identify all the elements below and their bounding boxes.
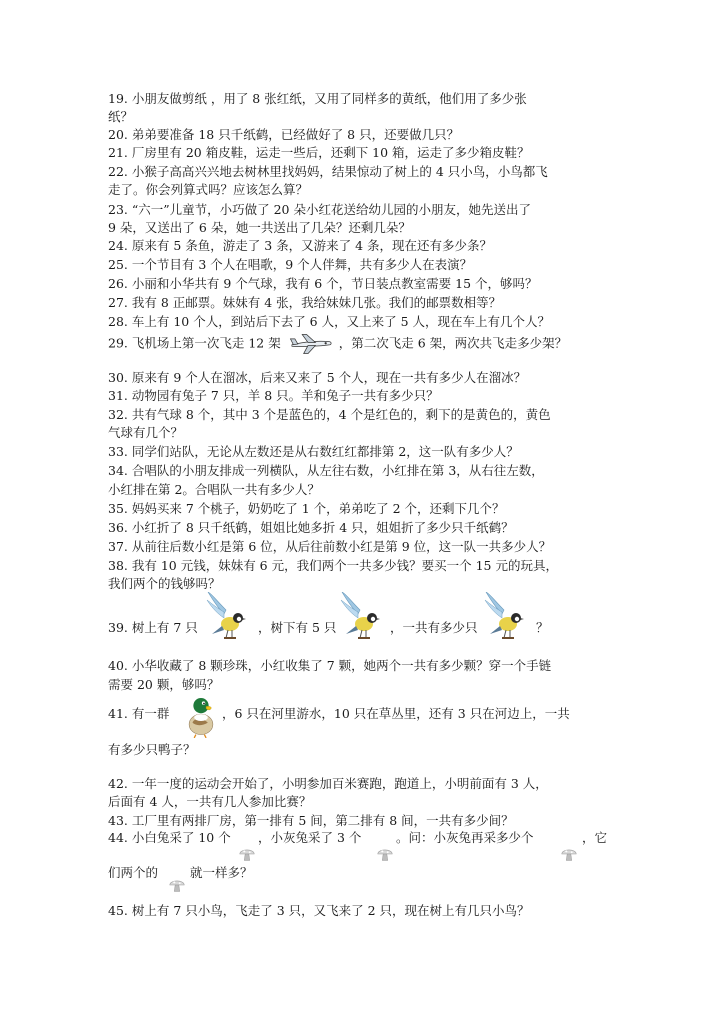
- problem-41: [108, 692, 618, 742]
- problem-40-line-1: 40. 小华收藏了 8 颗珍珠，小红收集了 7 颗，她两个一共有多少颗？穿一个手链: [108, 658, 552, 673]
- problem-39-text-b: ，树下有 5 只: [258, 620, 337, 635]
- problem-20: 20. 弟弟要准备 18 只千纸鹤，已经做好了 8 只，还要做几只？: [108, 127, 460, 142]
- duck-icon: [184, 692, 218, 738]
- problem-28: 28. 车上有 10 个人，到站后下去了 6 人，又上来了 5 人，现在车上有几个人？: [108, 314, 551, 329]
- problem-42-line-2: 后面有 4 人，一共有几人参加比赛？: [108, 794, 312, 809]
- problem-29-text-b: ，第二次飞走 6 架，两次共飞走多少架？: [338, 335, 568, 351]
- problem-41-text-a: 41. 有一群: [108, 706, 170, 721]
- problem-37: 37. 从前往后数小红是第 6 位，从后往前数小红是第 9 位，这一队一共多少人？: [108, 539, 552, 554]
- problem-32-line-1: 32. 共有气球 8 个，其中 3 个是蓝色的，4 个是红色的，剩下的是黄色的，黄色: [108, 407, 551, 422]
- problem-44-text-c: 。问：小灰兔再采多少个: [396, 830, 534, 845]
- problem-33: 33. 同学们站队，无论从左数还是从右数红红都排第 2，这一队有多少人？: [108, 444, 519, 459]
- mushroom-icon: [168, 876, 186, 894]
- mushroom-icon: [238, 845, 256, 863]
- problem-39-text-d: ？: [536, 620, 549, 635]
- problem-44-text-d: ，它: [582, 830, 608, 845]
- problem-34-line-1: 34. 合唱队的小朋友排成一列横队，从左往右数，小红排在第 3，从右往左数，: [108, 463, 544, 478]
- airplane-icon: [289, 332, 333, 356]
- problem-44-text-b: ，小灰兔采了 3 个: [258, 830, 362, 845]
- mushroom-icon: [376, 845, 394, 863]
- problem-21: 21. 厂房里有 20 箱皮鞋，运走一些后，还剩下 10 箱，运走了多少箱皮鞋？: [108, 145, 530, 160]
- problem-44: [108, 829, 618, 863]
- problem-44-text-f: 就一样多？: [190, 865, 253, 880]
- problem-38-line-2: 我们两个的钱够吗？: [108, 576, 221, 591]
- problem-41-line-2: 有多少只鸭子？: [108, 742, 196, 757]
- problem-25: 25. 一个节目有 3 个人在唱歌，9 个人伴舞，共有多少人在表演？: [108, 257, 473, 272]
- mushroom-icon: [560, 845, 578, 863]
- problem-29-text-a: 29. 飞机场上第一次飞走 12 架: [108, 335, 281, 351]
- problem-38-line-1: 38. 我有 10 元钱，妹妹有 6 元，我们两个一共多少钱？要买一个 15 元的玩具，: [108, 558, 558, 573]
- problem-44-text-e: 们两个的: [108, 865, 159, 880]
- problem-41-text-b: ，6 只在河里游水，10 只在草丛里，还有 3 只在河边上，一共: [222, 706, 570, 721]
- problem-39: [108, 592, 618, 640]
- problem-19-line-1: 19. 小朋友做剪纸 ，用了 8 张红纸，又用了同样多的黄纸，他们用了多少张: [108, 91, 527, 106]
- problem-44-line-2: [108, 862, 618, 896]
- problem-43: 43. 工厂里有两排厂房，第一排有 5 间，第二排有 8 间，一共有多少间？: [108, 813, 514, 828]
- problem-23-line-1: 23. “六一”儿童节，小巧做了 20 朵小红花送给幼儿园的小朋友，她先送出了: [108, 202, 531, 217]
- problem-32-line-2: 气球有几个？: [108, 425, 184, 440]
- problem-19-line-2: 纸？: [108, 109, 134, 124]
- problem-34-line-2: 小红排在第 2。合唱队一共有多少人？: [108, 482, 320, 497]
- problem-23-line-2: 9 朵，又送出了 6 朵，她一共送出了几朵？还剩几朵？: [108, 220, 411, 235]
- problem-26: 26. 小丽和小华共有 9 个气球，我有 6 个，节日装点教室需要 15 个，够吗？: [108, 276, 538, 291]
- problem-35: 35. 妈妈买来 7 个桃子，奶奶吃了 1 个，弟弟吃了 2 个，还剩下几个？: [108, 501, 505, 516]
- bird-icon: [206, 592, 246, 642]
- bird-icon: [484, 592, 524, 642]
- problem-22-line-1: 22. 小猴子高高兴兴地去树林里找妈妈，结果惊动了树上的 4 只小鸟，小鸟都飞: [108, 164, 548, 179]
- problem-30: 30. 原来有 9 个人在溜冰，后来又来了 5 个人，现在一共有多少人在溜冰？: [108, 370, 527, 385]
- problem-42-line-1: 42. 一年一度的运动会开始了，小明参加百米赛跑，跑道上，小明前面有 3 人，: [108, 776, 548, 791]
- problem-36: 36. 小红折了 8 只千纸鹤，姐姐比她多折 4 只，姐姐折了多少只千纸鹤？: [108, 520, 514, 535]
- problem-39-text-c: ，一共有多少只: [390, 620, 478, 635]
- problem-45: 45. 树上有 7 只小鸟，飞走了 3 只，又飞来了 2 只，现在树上有几只小鸟？: [108, 903, 530, 918]
- problem-29: [108, 332, 618, 356]
- problem-44-text-a: 44. 小白兔采了 10 个: [108, 830, 231, 845]
- problem-31: 31. 动物园有兔子 7 只，羊 8 只。羊和兔子一共有多少只？: [108, 388, 439, 403]
- problem-40-line-2: 需要 20 颗，够吗？: [108, 677, 220, 692]
- bird-icon: [340, 592, 380, 642]
- problem-22-line-2: 走了。你会列算式吗？应该怎么算？: [108, 182, 309, 197]
- problem-27: 27. 我有 8 正邮票。妹妹有 4 张，我给妹妹几张。我们的邮票数相等？: [108, 295, 502, 310]
- problem-24: 24. 原来有 5 条鱼，游走了 3 条，又游来了 4 条，现在还有多少条？: [108, 238, 493, 253]
- problem-39-text-a: 39. 树上有 7 只: [108, 620, 198, 635]
